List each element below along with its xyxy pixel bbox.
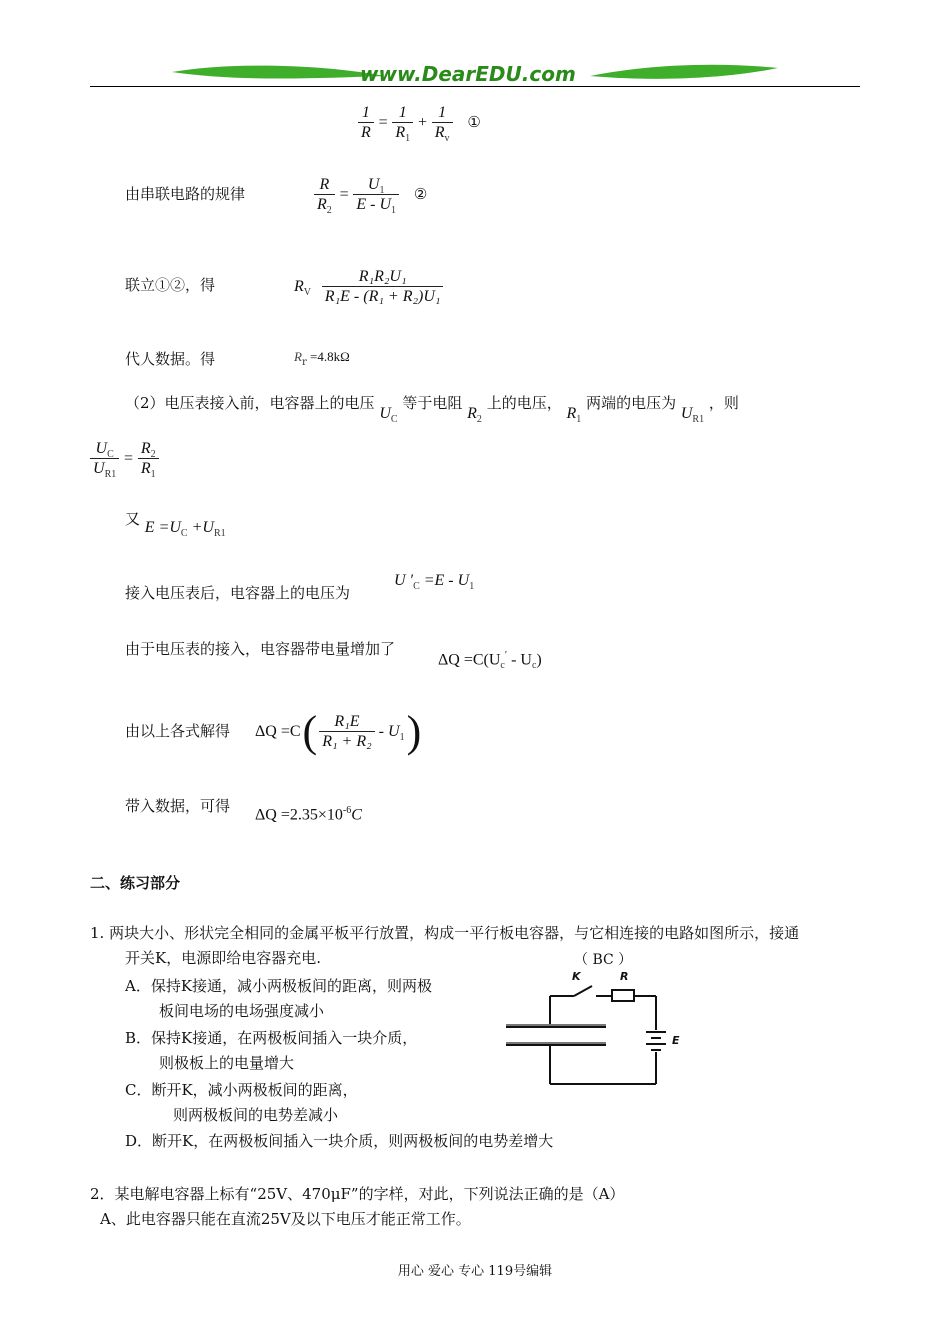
q2-option-a: A、此电容器只能在直流25V及以下电压才能正常工作。: [100, 1210, 471, 1228]
formula-result: $\Delta Q =2.35\times 10^{-6}C$: [255, 805, 362, 824]
formula-series: $\frac{R}{R_2}$ = $\frac{U_1}{E - U_1}$ ②: [314, 176, 427, 214]
circuit-diagram: [500, 968, 700, 1093]
page-footer: 用心 爱心 专心 119号编辑: [397, 1264, 553, 1279]
circuit-svg: [500, 968, 700, 1093]
q1-option-b: B．保持K接通，在两极板间插入一块介质， 则极板上的电量增大: [125, 1029, 418, 1072]
formula-combine: $R_V$ $\frac{\text{R₁R₂U₁}}{\text{R₁E - (R₁ + R₂)U₁}}$: [294, 268, 443, 306]
line-again: 又 $E =U_C +U_{R1}$: [125, 510, 226, 539]
line-series: 由串联电路的规律: [125, 185, 246, 203]
q1-answer: （ BC ）: [574, 952, 633, 968]
section-title: 二、练习部分: [90, 874, 181, 892]
line-increase: 由于电压表的接入，电容器带电量增加了: [125, 640, 396, 658]
circuit-battery-label: E: [672, 1034, 680, 1047]
formula-after: U $'_C =E - U_1$: [394, 572, 475, 592]
q1-option-a: A．保持K接通，减小两极板间的距离，则两极 板间电场的电场强度减小: [125, 977, 433, 1020]
line-after: 接入电压表后，电容器上的电压为: [125, 584, 351, 602]
line-result: 带入数据，可得: [125, 797, 231, 815]
q1-option-c: C．断开K，减小两极板间的距离， 则两极板间的电势差减小: [125, 1081, 358, 1124]
formula-parallel: $\frac{1}{R}$ = $\frac{1}{R_1}$ + $\frac{1}{R_v}$ ①: [358, 104, 481, 142]
q2-stem: 2．某电解电容器上标有“25V、470μF”的字样，对此，下列说法正确的是（A）: [90, 1185, 625, 1203]
header-rule: [90, 86, 860, 87]
header-logo-text: www.DearEDU.com: [360, 62, 576, 86]
formula-data1: $R_r =4.8k\Omega$: [294, 349, 350, 368]
circuit-switch-label: K: [572, 970, 581, 983]
q1-stem-line1: 1. 两块大小、形状完全相同的金属平板平行放置，构成一平行板电容器，与它相连接的电路如图所示，接通: [90, 924, 800, 942]
line-solve: 由以上各式解得: [125, 722, 231, 740]
formula-increase: $\Delta Q =C(U_c' - U_c)$: [438, 650, 542, 672]
line-part2: （2）电压表接入前，电容器上的电压 $U_C$ 等于电阻 $R_2$ 上的电压， $R_1$ 两端的电压为 $U_{R1}$ ，则: [125, 394, 739, 425]
circuit-resistor-label: R: [620, 970, 629, 983]
q1-option-d: D．断开K，在两极板间插入一块介质，则两极板间的电势差增大: [125, 1132, 554, 1150]
formula-ratio: $\frac{U_C}{U_{R1}}$ = $\frac{R_2}{R_1}$: [90, 440, 159, 478]
formula-solve: ΔQ =C ( $\frac{\text{R₁E}}{\text{R₁ + R₂}}$ - $U_1$ ): [255, 707, 422, 756]
line-data1: 代人数据。得: [125, 350, 216, 368]
line-combine: 联立①②，得: [125, 276, 216, 294]
q1-stem-line2: 开关K，电源即给电容器充电.: [125, 949, 321, 967]
